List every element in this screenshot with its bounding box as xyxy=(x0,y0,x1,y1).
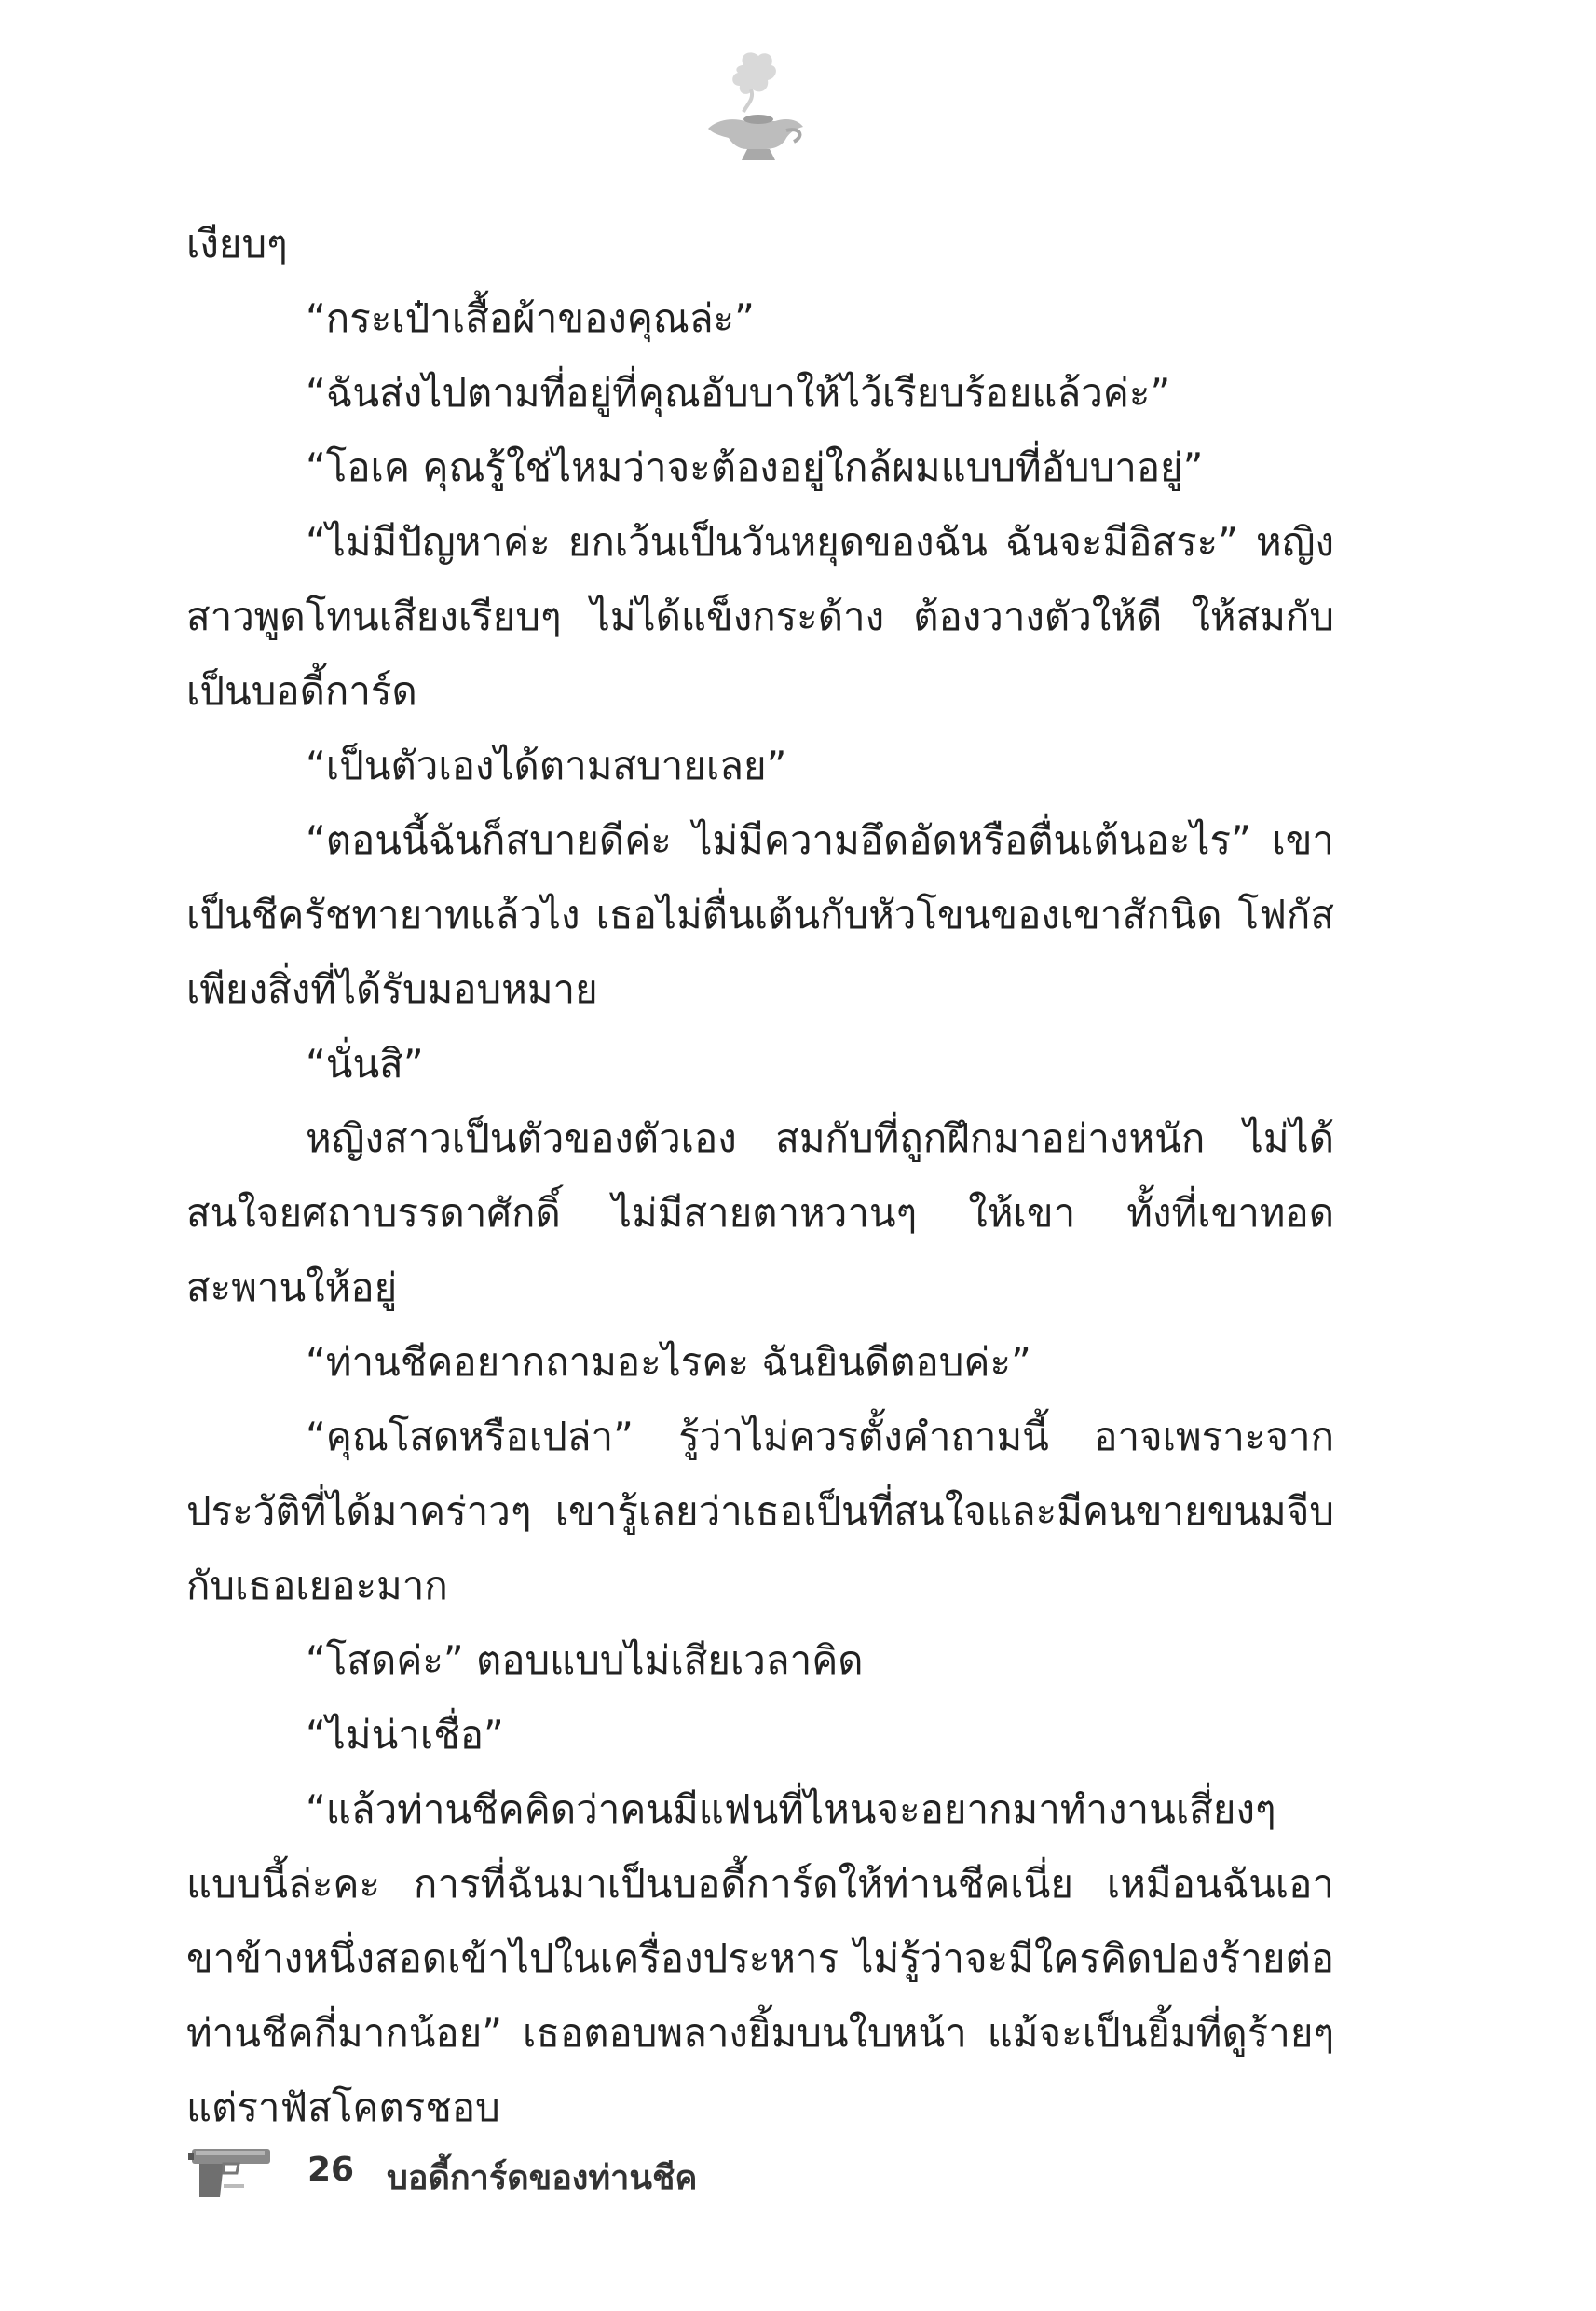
paragraph: หญิงสาวเป็นตัวของตัวเอง สมกับที่ถูกฝึกมาอย่างหนัก ไม่ได้สนใจยศถาบรรดาศักดิ์ ไม่มีสายตาหวานๆ ให้เขา ทั้งที่เขาทอดสะพานให้อยู่ xyxy=(186,1115,1334,1310)
paragraph: “นั่นสิ” xyxy=(306,1041,424,1087)
book-title: บอดี้การ์ดของท่านชีค xyxy=(387,2159,698,2197)
paragraph: “ไม่มีปัญหาค่ะ ยกเว้นเป็นวันหยุดของฉัน ฉันจะมีอิสระ” หญิงสาวพูดโทนเสียงเรียบๆ ไม่ได้แข็งกระด้าง ต้องวางตัวให้ดี ให้สมกับเป็นบอดี้การ์ด xyxy=(186,519,1334,714)
paragraph: “คุณโสดหรือเปล่า” รู้ว่าไม่ควรตั้งคำถามนี้ อาจเพราะจากประวัติที่ได้มาคร่าวๆ เขารู้เลยว่าเธอเป็นที่สนใจและมีคนขายขนมจีบกับเธอเยอะมาก xyxy=(186,1414,1334,1608)
paragraph: “แล้วท่านชีคคิดว่าคนมีแฟนที่ไหนจะอยากมาทำงานเสี่ยงๆ แบบนี้ล่ะคะ การที่ฉันมาเป็นบอดี้การ์ดให้ท่านชีคเนี่ย เหมือนฉันเอาขาข้างหนึ่งสอดเข้าไปในเครื่องประหาร ไม่รู้ว่าจะมีใครคิดปองร้ายต่อท่านชีคกี่มากน้อย” เธอตอบพลางยิ้มบนใบหน้า แม้จะเป็นยิ้มที่ดูร้ายๆ แต่ราฟัสโคตรชอบ xyxy=(186,1786,1334,2130)
genie-lamp-icon xyxy=(689,47,820,168)
paragraph: “ตอนนี้ฉันก็สบายดีค่ะ ไม่มีความอึดอัดหรือตื่นเต้นอะไร” เขาเป็นชีครัชทายาทแล้วไง เธอไม่ตื่นเต้นกับหัวโขนของเขาสักนิด โฟกัสเพียงสิ่งที่ได้รับมอบหมาย xyxy=(186,817,1334,1012)
paragraph: “ไม่น่าเชื่อ” xyxy=(306,1712,504,1757)
paragraph: “โอเค คุณรู้ใช่ไหมว่าจะต้องอยู่ใกล้ผมแบบที่อับบาอยู่” xyxy=(306,444,1204,490)
paragraph: “เป็นตัวเองได้ตามสบายเลย” xyxy=(306,743,787,788)
paragraph: “โสดค่ะ” ตอบแบบไม่เสียเวลาคิด xyxy=(306,1637,864,1683)
paragraph: “ท่านชีคอยากถามอะไรคะ ฉันยินดีตอบค่ะ” xyxy=(306,1339,1031,1385)
page-footer xyxy=(186,2134,1334,2218)
pistol-icon xyxy=(186,2141,280,2207)
page-number: 26 xyxy=(307,2151,355,2189)
paragraph: เงียบๆ xyxy=(186,221,288,267)
paragraph: “กระเป๋าเสื้อผ้าของคุณล่ะ” xyxy=(306,295,755,341)
paragraph: “ฉันส่งไปตามที่อยู่ที่คุณอับบาให้ไว้เรียบร้อยแล้วค่ะ” xyxy=(306,370,1171,416)
story-text xyxy=(186,207,1334,2145)
